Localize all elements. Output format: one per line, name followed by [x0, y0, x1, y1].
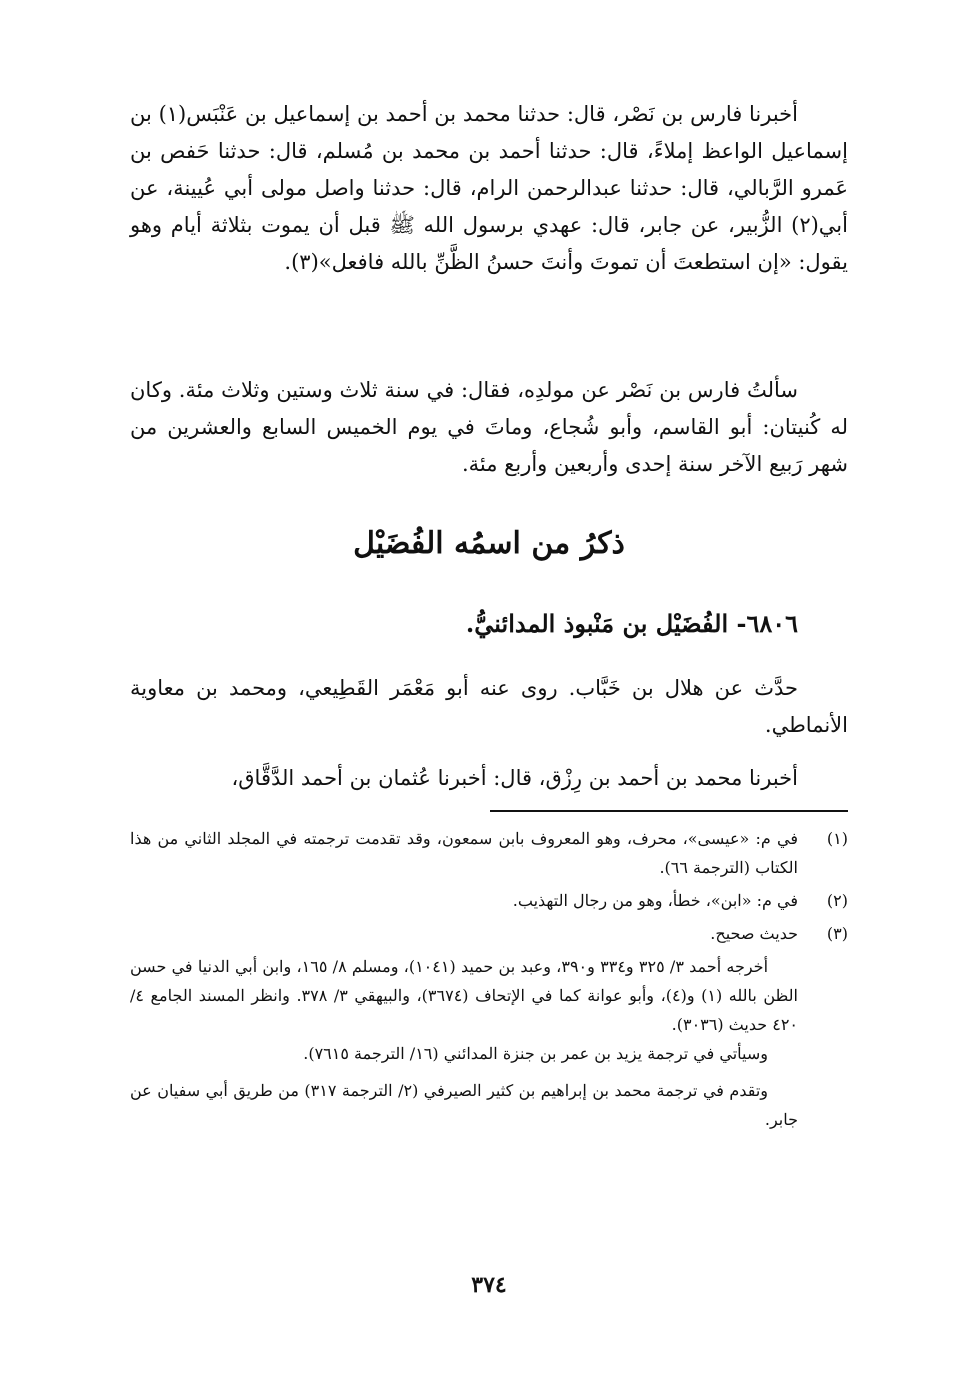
page-number: ٣٧٤ [471, 1272, 507, 1298]
entry-title: ٦٨٠٦- الفُضَيْل بن مَنْبوذ المدائنيُّ. [465, 609, 798, 638]
footnote-2 [130, 886, 848, 915]
paragraph-chain-of-narration: أخبرنا فارس بن نَصْر، قال: حدثنا محمد بن أحمد بن إسماعيل بن عَنْبَس(١) بن إسماعيل الواعظ إملاءً، قال: حدثنا أحمد بن محمد بن مُسلم، قال: حدثنا حَفص بن عَمرو الرَّبالي، قال: حدثنا عبدالرحمن الرام، قال: حدثنا واصل مولى أبي عُيينة، عن أبي(٢) الزُّبير، عن جابر، قال: عهدي برسول الله ﷺ قبل أن يموت بثلاثة أيام وهو يقول: «إن استطعتَ أن تموتَ وأنتَ حسنُ الظَّنِّ بالله فافعل»(٣). [130, 102, 848, 274]
footnote-3-earlier-reference: وتقدم في ترجمة محمد بن إبراهيم بن كثير الصيرفي (٢/ الترجمة ٣١٧) من طريق أبي سفيان عن جابر. [130, 1081, 798, 1129]
footnote-number: (٣) [826, 924, 848, 943]
footnote-text: في م: «عيسى»، محرف، وهو المعروف بابن سمعون، وقد تقدمت ترجمته في المجلد الثاني من هذا الكتاب (الترجمة ٦٦). [130, 829, 798, 877]
footnote-3-cross-reference: وسيأتي في ترجمة يزيد بن عمر بن جنزة المدائني (١٦/ الترجمة ٧٦١٥). [303, 1044, 768, 1063]
footnotes [130, 824, 848, 1134]
footnote-1 [130, 824, 848, 882]
footnote-separator [490, 810, 848, 812]
footnote-text: في م: «ابن»، خطأ، وهو من رجال التهذيب. [512, 891, 798, 910]
footnote-text: حديث صحيح. [710, 924, 798, 943]
paragraph-entry-chain: أخبرنا محمد بن أحمد بن رِزْق، قال: أخبرنا عُثمان بن أحمد الدَّقَّاق، [231, 766, 798, 790]
paragraph-entry-description: حدَّث عن هلال بن خَبَّاب. روى عنه أبو مَعْمَر القَطِيعي، ومحمد بن معاوية الأنماطي. [130, 676, 848, 737]
paragraph-birth-and-death: سألتُ فارس بن نَصْر عن مولدِه، فقال: في سنة ثلاث وستين وثلاث مئة. وكان له كُنيتان: أبو القاسم، وأبو شُجاع، وماتَ في يوم الخميس السابع والعشرين من شهر رَبيع الآخر سنة إحدى وأربعين وأربع مئة. [130, 378, 848, 476]
footnote-3 [130, 919, 848, 948]
section-heading: ذكرُ من اسمُه الفُضَيْل [353, 526, 625, 561]
footnote-3-sources: أخرجه أحمد ٣/ ٣٢٥ و٣٣٤ و٣٩٠، وعبد بن حميد (١٠٤١)، ومسلم ٨/ ١٦٥، وابن أبي الدنيا في حسن الظن بالله (١) و(٤)، وأبو عوانة كما في الإتحاف (٣٦٧٤)، والبيهقي ٣/ ٣٧٨. وانظر المسند الجامع ٤/ ٤٢٠ حديث (٣٠٣٦). [130, 957, 798, 1034]
footnote-number: (٢) [826, 891, 848, 910]
footnote-number: (١) [826, 829, 848, 848]
